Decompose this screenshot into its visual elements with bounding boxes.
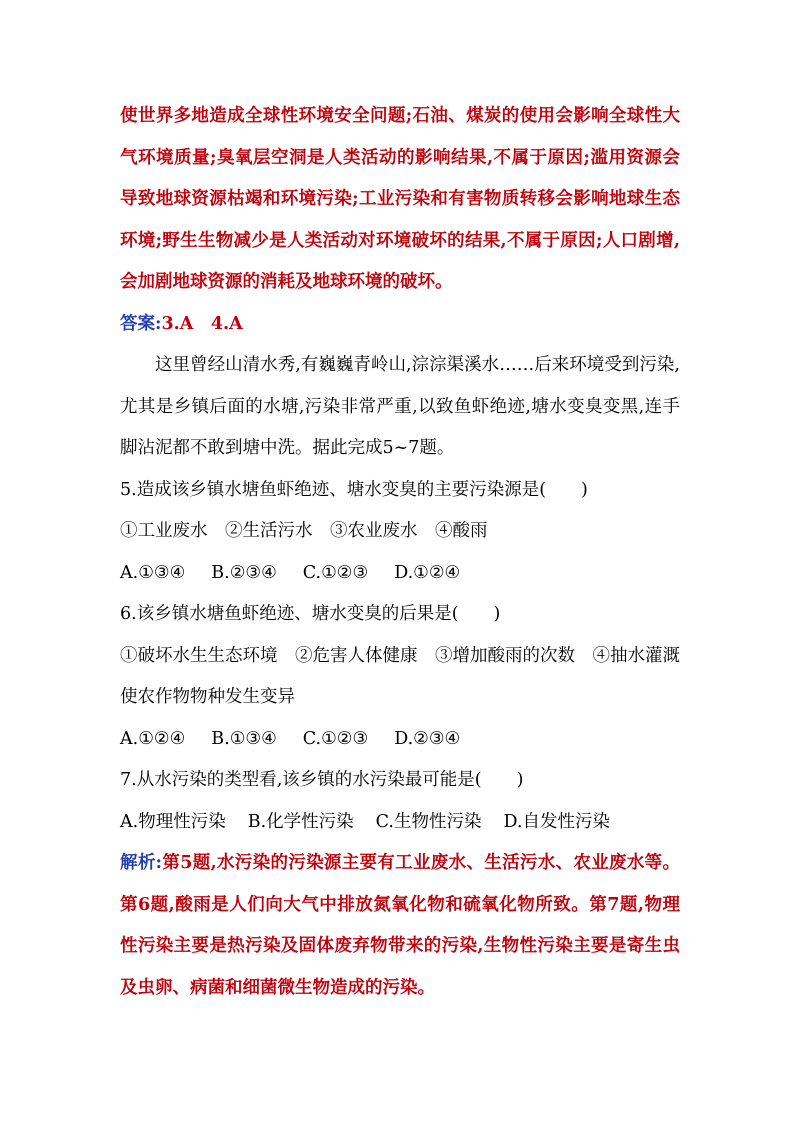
answer-text: 3.A 4.A [161, 313, 243, 334]
option-a: A.①③④ [120, 562, 186, 583]
option-row [120, 719, 680, 761]
document-page [120, 96, 680, 1009]
answer-line [120, 304, 680, 346]
question-items: ①破坏水生生态环境 ②危害人体健康 ③增加酸雨的次数 ④抽水灌溉使农作物物种发生变异 [120, 645, 680, 707]
option-b: B.②③④ [211, 562, 277, 583]
option-c: C.生物性污染 [375, 811, 482, 832]
analysis [120, 843, 680, 1009]
question-6 [120, 594, 680, 760]
option-d: D.②③④ [394, 728, 461, 749]
answer-label: 答案: [120, 313, 162, 334]
option-b: B.化学性污染 [247, 811, 354, 832]
passage: 这里曾经山清水秀,有巍巍青岭山,淙淙渠溪水……后来环境受到污染,尤其是乡镇后面的水塘,污染非常严重,以致鱼虾绝迹,塘水变臭变黑,连手脚沾泥都不敢到塘中洗。据此完成5~7题。 [120, 355, 680, 458]
question-items: ①工业废水 ②生活污水 ③农业废水 ④酸雨 [120, 521, 488, 541]
question-stem: 6.该乡镇水塘鱼虾绝迹、塘水变臭的后果是( ) [120, 604, 501, 624]
option-a: A.物理性污染 [120, 811, 226, 832]
option-row [120, 553, 680, 595]
question-stem: 5.造成该乡镇水塘鱼虾绝迹、塘水变臭的主要污染源是( ) [120, 479, 588, 500]
analysis-text: 第5题,水污染的污染源主要有工业废水、生活污水、农业废水等。第6题,酸雨是人们向大气中排放氮氧化物和硫氧化物所致。第7题,物理性污染主要是热污染及固体废弃物带来的污染,生物性污染主要是寄生虫及虫卵、病菌和细菌微生物造成的污染。 [120, 853, 680, 998]
analysis-label: 解析: [120, 853, 163, 873]
option-a: A.①②④ [120, 728, 186, 749]
option-b: B.①③④ [211, 728, 277, 749]
option-c: C.①②③ [302, 562, 369, 583]
option-row [120, 802, 680, 844]
intro-explanation: 使世界多地造成全球性环境安全问题;石油、煤炭的使用会影响全球性大气环境质量;臭氧层空洞是人类活动的影响结果,不属于原因;滥用资源会导致地球资源枯竭和环境污染;工业污染和有害物质转移会影响地球生态环境;野生生物减少是人类活动对环境破坏的结果,不属于原因;人口剧增,会加剧地球资源的消耗及地球环境的破坏。 [120, 106, 680, 292]
question-7 [120, 760, 680, 843]
option-d: D.自发性污染 [503, 811, 610, 832]
option-c: C.①②③ [302, 728, 369, 749]
option-d: D.①②④ [394, 562, 461, 583]
question-5 [120, 470, 680, 595]
question-stem: 7.从水污染的类型看,该乡镇的水污染最可能是( ) [120, 770, 524, 790]
